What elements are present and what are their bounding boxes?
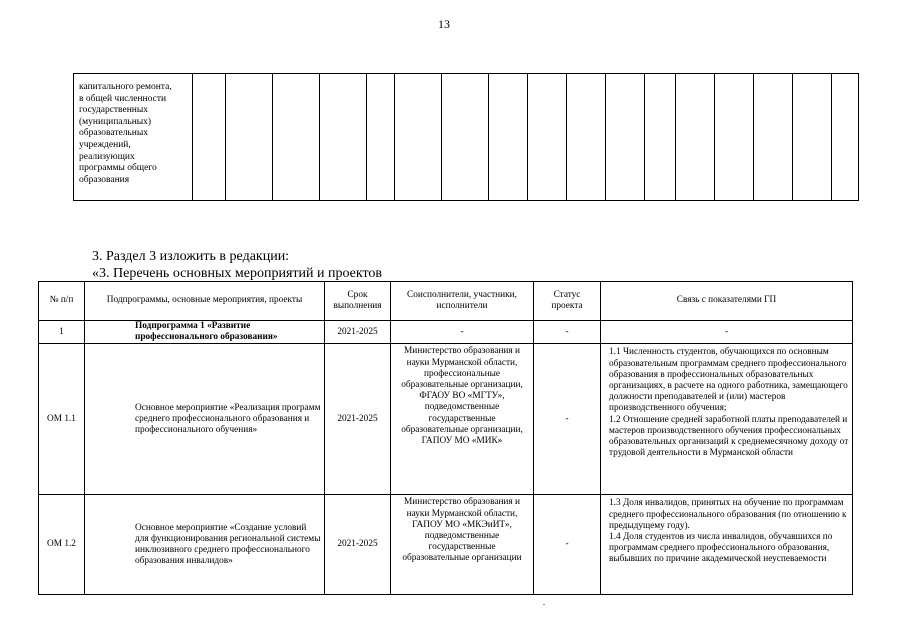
row-num: ОМ 1.1 [39, 344, 85, 495]
header-num: № п/п [39, 282, 85, 321]
empty-cell [528, 74, 567, 201]
row-link: 1.1 Численность студентов, обучающихся по основным образовательным программам среднего профессионального образования в профессиональных образовательных организациях, в расчете на одного работника, замещающего должности преподавателей и (или) мастеров производственного обучения; 1.2 Отношение средней заработной платы преподавателей и мастеров производственного обучения профессиональных образовательных организаций к среднемесячному доходу от трудовой деятельности в Мурманской области [601, 344, 853, 495]
page-number: 13 [438, 17, 450, 31]
row-term: 2021-2025 [325, 321, 391, 344]
header-status: Статус проекта [534, 282, 601, 321]
header-executors: Соисполнители, участники, исполнители [391, 282, 534, 321]
row-name: Подпрограмма 1 «Развитие профессионального образования» [85, 321, 325, 344]
empty-cell [367, 74, 395, 201]
row-name: Основное мероприятие «Создание условий для функционирования региональной системы инклюзивного среднего профессионального образования инвалидов» [85, 495, 325, 595]
row-term: 2021-2025 [325, 344, 391, 495]
empty-cell [754, 74, 793, 201]
empty-cell [395, 74, 442, 201]
empty-cell [676, 74, 715, 201]
empty-cell [832, 74, 859, 201]
row-num: 1 [39, 321, 85, 344]
empty-cell [606, 74, 645, 201]
row-status: - [534, 495, 601, 595]
empty-cell [567, 74, 606, 201]
header-link: Связь с показателями ГП [601, 282, 853, 321]
row-status: - [534, 321, 601, 344]
row-name: Основное мероприятие «Реализация программ среднего профессионального образования и профессионального обучения» [85, 344, 325, 495]
empty-cell [193, 74, 226, 201]
empty-cell [226, 74, 273, 201]
scan-speck [543, 604, 545, 605]
empty-cell [442, 74, 489, 201]
row-link: - [601, 321, 853, 344]
continuation-row [74, 74, 859, 201]
section-title: «3. Перечень основных мероприятий и проектов [92, 266, 383, 281]
header-term: Срок выполнения [325, 282, 391, 321]
continuation-table [73, 73, 859, 201]
table-row [39, 344, 853, 495]
empty-cell [715, 74, 754, 201]
empty-cell [793, 74, 832, 201]
empty-cell [489, 74, 528, 201]
row-link: 1.3 Доля инвалидов, принятых на обучение по программам среднего профессионального образования (по отношению к предыдущему году). 1.4 Доля студентов из числа инвалидов, обучавшихся по программам среднего профессионального образования, выбывших по причине академической неуспеваемости [601, 495, 853, 595]
row-executors: Министерство образования и науки Мурманской области, профессиональные образовательные организации, ФГАОУ ВО «МГТУ», подведомственные государственные образовательные организации, ГАПОУ МО «МИК» [391, 344, 534, 495]
row-num: ОМ 1.2 [39, 495, 85, 595]
empty-cell [320, 74, 367, 201]
row-status: - [534, 344, 601, 495]
measures-table [38, 281, 853, 595]
table-row [39, 495, 853, 595]
continuation-text-cell: капитального ремонта, в общей численности государственных (муниципальных) образовательных учреждений, реализующих программы общего образования [74, 74, 193, 201]
empty-cell [645, 74, 676, 201]
header-name: Подпрограммы, основные мероприятия, проекты [85, 282, 325, 321]
section-instruction: 3. Раздел 3 изложить в редакции: [92, 249, 290, 264]
row-term: 2021-2025 [325, 495, 391, 595]
table-row [39, 321, 853, 344]
row-executors: Министерство образования и науки Мурманской области, ГАПОУ МО «МКЭиИТ», подведомственные государственные образовательные организации [391, 495, 534, 595]
table-header-row [39, 282, 853, 321]
row-executors: - [391, 321, 534, 344]
empty-cell [273, 74, 320, 201]
